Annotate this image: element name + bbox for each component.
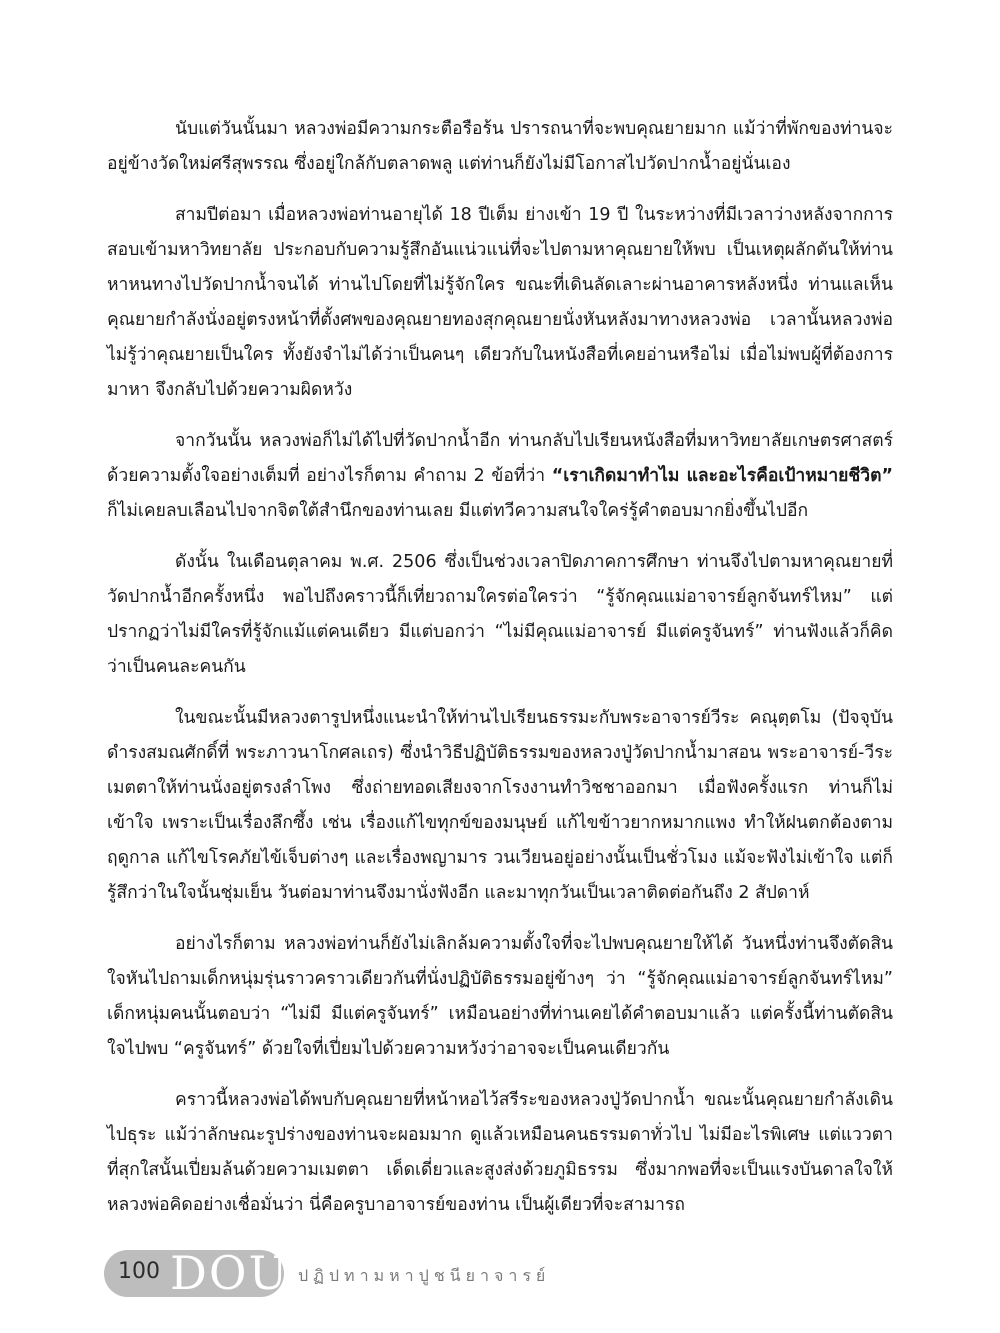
paragraph-3-before: จากวันนั้น หลวงพ่อก็ไม่ได้ไปที่วัดปากน้ำอีก ท่านกลับไปเรียนหนังสือที่มหาวิทยาลัยเกษตรศาสตร์ ด้วยความตั้งใจอย่างเต็มที่ อย่างไรก็ตาม คำถาม 2 ข้อที่ว่า bbox=[107, 431, 893, 486]
paragraph-1: นับแต่วันนั้นมา หลวงพ่อมีความกระตือรือร้น ปรารถนาที่จะพบคุณยายมาก แม้ว่าที่พักของท่านจะอยู่ข้างวัดใหม่ศรีสุพรรณ ซึ่งอยู่ใกล้กับตลาดพลู แต่ท่านก็ยังไม่มีโอกาสไปวัดปากน้ำอยู่นั่นเอง bbox=[107, 119, 893, 174]
book-title: ปฏิปทามหาปูชนียาจารย์ bbox=[298, 1266, 551, 1285]
paragraph-3-after: ก็ไม่เคยลบเลือนไปจากจิตใต้สำนึกของท่านเลย มีแต่ทวีความสนใจใคร่รู้คำตอบมากยิ่งขึ้นไปอีก bbox=[107, 501, 809, 521]
page-number: 100 bbox=[118, 1259, 160, 1284]
paragraph-7: คราวนี้หลวงพ่อได้พบกับคุณยายที่หน้าหอไว้สรีระของหลวงปู่วัดปากน้ำ ขณะนั้นคุณยายกำลังเดินไปธุระ แม้ว่าลักษณะรูปร่างของท่านจะผอมมาก ดูแล้วเหมือนคนธรรมดาทั่วไป ไม่มีอะไรพิเศษ แต่แววตาที่สุกใสนั้นเปี่ยมล้นด้วยความเมตตา เด็ดเดี่ยวและสูงส่งด้วยภูมิธรรม ซึ่งมากพอที่จะเป็นแรงบันดาลใจให้หลวงพ่อคิดอย่างเชื่อมั่นว่า นี่คือครูบาอาจารย์ของท่าน เป็นผู้เดียวที่จะสามารถ bbox=[107, 1090, 893, 1215]
body-text bbox=[107, 112, 893, 1239]
paragraph-4: ดังนั้น ในเดือนตุลาคม พ.ศ. 2506 ซึ่งเป็นช่วงเวลาปิดภาคการศึกษา ท่านจึงไปตามหาคุณยายที่วัดปากน้ำอีกครั้งหนึ่ง พอไปถึงคราวนี้ก็เที่ยวถามใครต่อใครว่า “รู้จักคุณแม่อาจารย์ลูกจันทร์ไหม” แต่ปรากฏว่าไม่มีใครที่รู้จักแม้แต่คนเดียว มีแต่บอกว่า “ไม่มีคุณแม่อาจารย์ มีแต่ครูจันทร์” ท่านฟังแล้วก็คิดว่าเป็นคนละคนกัน bbox=[107, 552, 893, 677]
brand-logo: DOU bbox=[170, 1246, 290, 1300]
paragraph-2: สามปีต่อมา เมื่อหลวงพ่อท่านอายุได้ 18 ปีเต็ม ย่างเข้า 19 ปี ในระหว่างที่มีเวลาว่างหลังจากการสอบเข้ามหาวิทยาลัย ประกอบกับความรู้สึกอันแน่วแน่ที่จะไปตามหาคุณยายให้พบ เป็นเหตุผลักดันให้ท่านหาหนทางไปวัดปากน้ำจนได้ ท่านไปโดยที่ไม่รู้จักใคร ขณะที่เดินลัดเลาะผ่านอาคารหลังหนึ่ง ท่านแลเห็นคุณยายกำลังนั่งอยู่ตรงหน้าที่ตั้งศพของคุณยายทองสุกคุณยายนั่งหันหลังมาทางหลวงพ่อ เวลานั้นหลวงพ่อไม่รู้ว่าคุณยายเป็นใคร ทั้งยังจำไม่ได้ว่าเป็นคนๆ เดียวกับในหนังสือที่เคยอ่านหรือไม่ เมื่อไม่พบผู้ที่ต้องการมาหา จึงกลับไปด้วยความผิดหวัง bbox=[107, 205, 893, 400]
paragraph-5: ในขณะนั้นมีหลวงตารูปหนึ่งแนะนำให้ท่านไปเรียนธรรมะกับพระอาจารย์วีระ คณุตฺตโม (ปัจจุบันดำรงสมณศักดิ์ที่ พระภาวนาโกศลเถร) ซึ่งนำวิธีปฏิบัติธรรมของหลวงปู่วัดปากน้ำมาสอน พระอาจารย์-วีระเมตตาให้ท่านนั่งอยู่ตรงลำโพง ซึ่งถ่ายทอดเสียงจากโรงงานทำวิชชาออกมา เมื่อฟังครั้งแรก ท่านก็ไม่เข้าใจ เพราะเป็นเรื่องลึกซึ้ง เช่น เรื่องแก้ไขทุกข์ของมนุษย์ แก้ไขข้าวยากหมากแพง ทำให้ฝนตกต้องตามฤดูกาล แก้ไขโรคภัยไข้เจ็บต่างๆ และเรื่องพญามาร วนเวียนอยู่อย่างนั้นเป็นชั่วโมง แม้จะฟังไม่เข้าใจ แต่ก็รู้สึกว่าในใจนั้นชุ่มเย็น วันต่อมาท่านจึงมานั่งฟังอีก และมาทุกวันเป็นเวลาติดต่อกันถึง 2 สัปดาห์ bbox=[107, 708, 893, 903]
paragraph-6: อย่างไรก็ตาม หลวงพ่อท่านก็ยังไม่เลิกล้มความตั้งใจที่จะไปพบคุณยายให้ได้ วันหนึ่งท่านจึงตัดสินใจหันไปถามเด็กหนุ่มรุ่นราวคราวเดียวกันที่นั่งปฏิบัติธรรมอยู่ข้างๆ ว่า “รู้จักคุณแม่อาจารย์ลูกจันทร์ไหม” เด็กหนุ่มคนนั้นตอบว่า “ไม่มี มีแต่ครูจันทร์” เหมือนอย่างที่ท่านเคยได้คำตอบมาแล้ว แต่ครั้งนี้ท่านตัดสินใจไปพบ “ครูจันทร์” ด้วยใจที่เปี่ยมไปด้วยความหวังว่าอาจจะเป็นคนเดียวกัน bbox=[107, 934, 893, 1059]
paragraph-3-bold-question: “เราเกิดมาทำไม และอะไรคือเป้าหมายชีวิต” bbox=[551, 466, 893, 486]
paragraph-3 bbox=[107, 424, 893, 529]
page-footer bbox=[104, 1246, 604, 1300]
